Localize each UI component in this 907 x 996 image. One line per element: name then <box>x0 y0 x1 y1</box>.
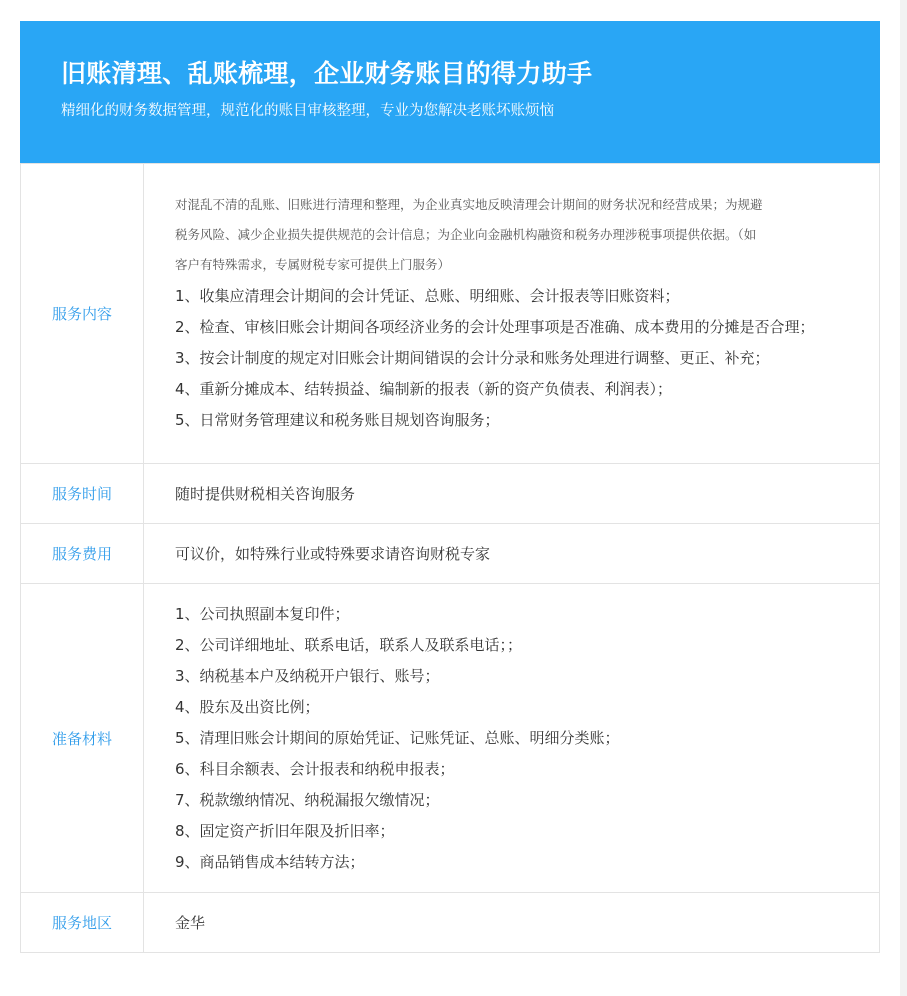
row-value-region: 金华 <box>144 893 880 953</box>
list-item: 4、重新分摊成本、结转损益、编制新的报表（新的资产负债表、利润表）； <box>175 380 673 398</box>
row-value-fee: 可议价，如特殊行业或特殊要求请咨询财税专家 <box>144 524 880 584</box>
page-scroll-gutter <box>900 0 907 996</box>
row-value-content <box>144 164 880 464</box>
list-item: 9、商品销售成本结转方法； <box>175 852 365 871</box>
row-label-content: 服务内容 <box>21 164 144 464</box>
list-item: 1、收集应清理会计期间的会计凭证、总账、明细账、会计报表等旧账资料； <box>175 287 680 305</box>
content-list <box>175 281 871 436</box>
list-item: 2、检查、审核旧账会计期间各项经济业务的会计处理事项是否准确、成本费用的分摊是否合理； <box>175 318 815 336</box>
banner-title: 旧账清理、乱账梳理，企业财务账目的得力助手 <box>61 59 593 88</box>
table-row-materials <box>21 584 880 893</box>
row-label-materials: 准备材料 <box>21 584 144 893</box>
service-banner <box>20 21 880 163</box>
list-item: 7、税款缴纳情况、纳税漏报欠缴情况； <box>175 790 440 809</box>
service-card <box>20 21 880 953</box>
intro-line: 客户有特殊需求，专属财税专家可提供上门服务） <box>175 257 451 272</box>
row-value-materials <box>144 584 880 893</box>
materials-list <box>175 599 871 878</box>
row-label-region: 服务地区 <box>21 893 144 953</box>
row-value-time: 随时提供财税相关咨询服务 <box>144 464 880 524</box>
list-item: 2、公司详细地址、联系电话，联系人及联系电话；； <box>175 635 523 654</box>
list-item: 1、公司执照副本复印件； <box>175 604 350 623</box>
list-item: 5、清理旧账会计期间的原始凭证、记账凭证、总账、明细分类账； <box>175 728 620 747</box>
list-item: 5、日常财务管理建议和税务账目规划咨询服务； <box>175 411 500 429</box>
list-item: 3、按会计制度的规定对旧账会计期间错误的会计分录和账务处理进行调整、更正、补充； <box>175 349 770 367</box>
list-item: 4、股东及出资比例； <box>175 697 320 716</box>
row-label-time: 服务时间 <box>21 464 144 524</box>
content-intro <box>175 190 871 280</box>
banner-subtitle: 精细化的财务数据管理，规范化的账目审核整理，专业为您解决老账坏账烦恼 <box>61 103 554 119</box>
table-row-time <box>21 464 880 524</box>
service-info-table <box>20 163 880 953</box>
intro-line: 对混乱不清的乱账、旧账进行清理和整理，为企业真实地反映清理会计期间的财务状况和经营成果；为规避 <box>175 197 763 212</box>
list-item: 8、固定资产折旧年限及折旧率； <box>175 821 395 840</box>
table-row-fee <box>21 524 880 584</box>
table-row-region <box>21 893 880 953</box>
row-label-fee: 服务费用 <box>21 524 144 584</box>
list-item: 3、纳税基本户及纳税开户银行、账号； <box>175 666 440 685</box>
intro-line: 税务风险、减少企业损失提供规范的会计信息；为企业向金融机构融资和税务办理涉税事项提供依据。（如 <box>175 227 757 242</box>
table-row-content <box>21 164 880 464</box>
list-item: 6、科目余额表、会计报表和纳税申报表； <box>175 759 455 778</box>
